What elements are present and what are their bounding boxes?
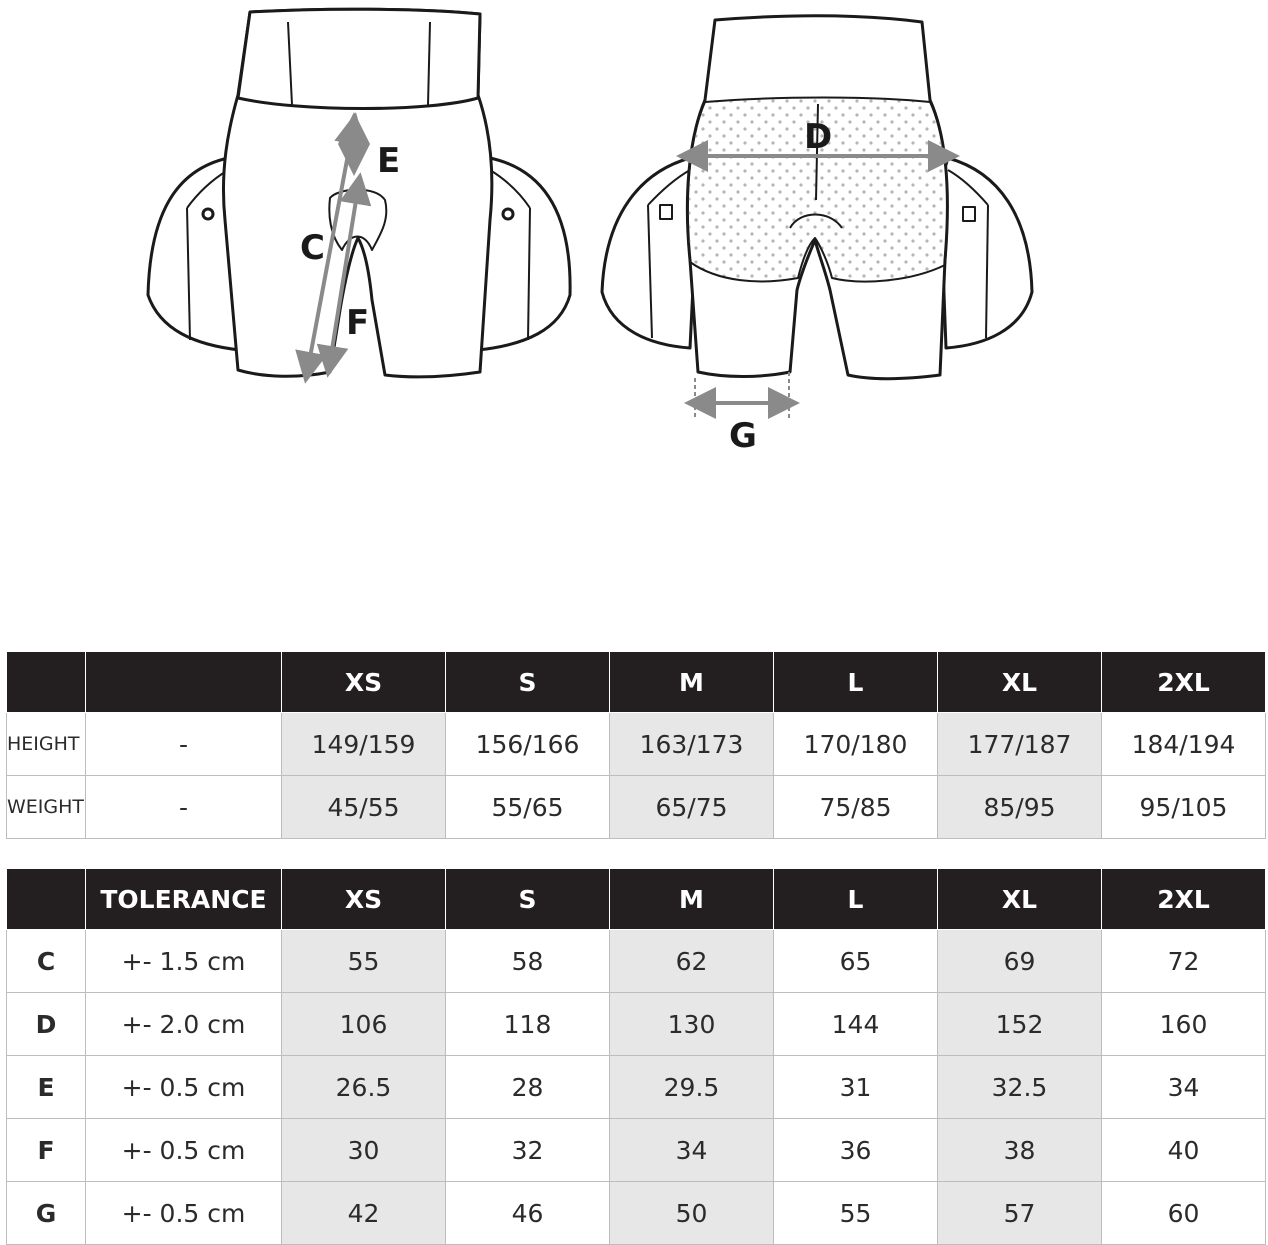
value-cell: 72: [1102, 930, 1266, 993]
label-g: G: [729, 416, 757, 456]
back-view: [602, 16, 1032, 379]
value-cell: 50: [610, 1182, 774, 1245]
tolerance-cell: +- 0.5 cm: [86, 1182, 282, 1245]
value-cell: 30: [282, 1119, 446, 1182]
front-left-snap: [203, 209, 213, 219]
tolerance-cell: -: [86, 713, 282, 776]
measurement-table: [6, 868, 1266, 1245]
front-right-snap: [503, 209, 513, 219]
front-waistband: [238, 9, 480, 108]
value-cell: 32: [446, 1119, 610, 1182]
header-size-xl: XL: [938, 869, 1102, 930]
table-row: [7, 1119, 1266, 1182]
header-cell: [7, 869, 86, 930]
header-size-m: M: [610, 652, 774, 713]
value-cell: 60: [1102, 1182, 1266, 1245]
value-cell: 144: [774, 993, 938, 1056]
value-cell: 156/166: [446, 713, 610, 776]
label-e: E: [377, 141, 401, 181]
table-header-row: [7, 652, 1266, 713]
value-cell: 42: [282, 1182, 446, 1245]
header-size-s: S: [446, 869, 610, 930]
header-tolerance: TOLERANCE: [86, 869, 282, 930]
value-cell: 38: [938, 1119, 1102, 1182]
value-cell: 31: [774, 1056, 938, 1119]
row-label: C: [7, 930, 86, 993]
header-size-s: S: [446, 652, 610, 713]
table-row: [7, 993, 1266, 1056]
value-cell: 32.5: [938, 1056, 1102, 1119]
value-cell: 130: [610, 993, 774, 1056]
shorts-diagram: [0, 0, 1268, 470]
value-cell: 106: [282, 993, 446, 1056]
value-cell: 46: [446, 1182, 610, 1245]
value-cell: 34: [610, 1119, 774, 1182]
value-cell: 149/159: [282, 713, 446, 776]
value-cell: 75/85: [774, 776, 938, 839]
tolerance-cell: +- 2.0 cm: [86, 993, 282, 1056]
value-cell: 95/105: [1102, 776, 1266, 839]
label-c: C: [300, 228, 325, 268]
value-cell: 177/187: [938, 713, 1102, 776]
value-cell: 152: [938, 993, 1102, 1056]
table-row: [7, 776, 1266, 839]
header-size-l: L: [774, 869, 938, 930]
row-label: D: [7, 993, 86, 1056]
table-header-row: [7, 869, 1266, 930]
header-size-m: M: [610, 869, 774, 930]
value-cell: 170/180: [774, 713, 938, 776]
row-label: WEIGHT: [7, 776, 86, 839]
value-cell: 184/194: [1102, 713, 1266, 776]
label-f: F: [346, 303, 370, 343]
label-d: D: [804, 117, 833, 157]
header-cell: [86, 652, 282, 713]
tolerance-cell: +- 0.5 cm: [86, 1056, 282, 1119]
value-cell: 163/173: [610, 713, 774, 776]
value-cell: 118: [446, 993, 610, 1056]
tolerance-cell: -: [86, 776, 282, 839]
row-label: G: [7, 1182, 86, 1245]
value-cell: 62: [610, 930, 774, 993]
value-cell: 26.5: [282, 1056, 446, 1119]
value-cell: 57: [938, 1182, 1102, 1245]
header-size-xl: XL: [938, 652, 1102, 713]
table-row: [7, 1182, 1266, 1245]
value-cell: 58: [446, 930, 610, 993]
row-label: F: [7, 1119, 86, 1182]
row-label: HEIGHT: [7, 713, 86, 776]
value-cell: 65: [774, 930, 938, 993]
value-cell: 34: [1102, 1056, 1266, 1119]
value-cell: 65/75: [610, 776, 774, 839]
value-cell: 40: [1102, 1119, 1266, 1182]
table-row: [7, 1056, 1266, 1119]
value-cell: 55: [282, 930, 446, 993]
header-size-l: L: [774, 652, 938, 713]
value-cell: 55: [774, 1182, 938, 1245]
value-cell: 29.5: [610, 1056, 774, 1119]
header-size-2xl: 2XL: [1102, 869, 1266, 930]
value-cell: 45/55: [282, 776, 446, 839]
header-size-xs: XS: [282, 869, 446, 930]
header-cell: [7, 652, 86, 713]
value-cell: 28: [446, 1056, 610, 1119]
tolerance-cell: +- 1.5 cm: [86, 930, 282, 993]
value-cell: 36: [774, 1119, 938, 1182]
table-row: [7, 713, 1266, 776]
header-size-xs: XS: [282, 652, 446, 713]
table-row: [7, 930, 1266, 993]
tolerance-cell: +- 0.5 cm: [86, 1119, 282, 1182]
row-label: E: [7, 1056, 86, 1119]
value-cell: 55/65: [446, 776, 610, 839]
header-size-2xl: 2XL: [1102, 652, 1266, 713]
value-cell: 69: [938, 930, 1102, 993]
body-size-table: [6, 651, 1266, 839]
value-cell: 160: [1102, 993, 1266, 1056]
value-cell: 85/95: [938, 776, 1102, 839]
